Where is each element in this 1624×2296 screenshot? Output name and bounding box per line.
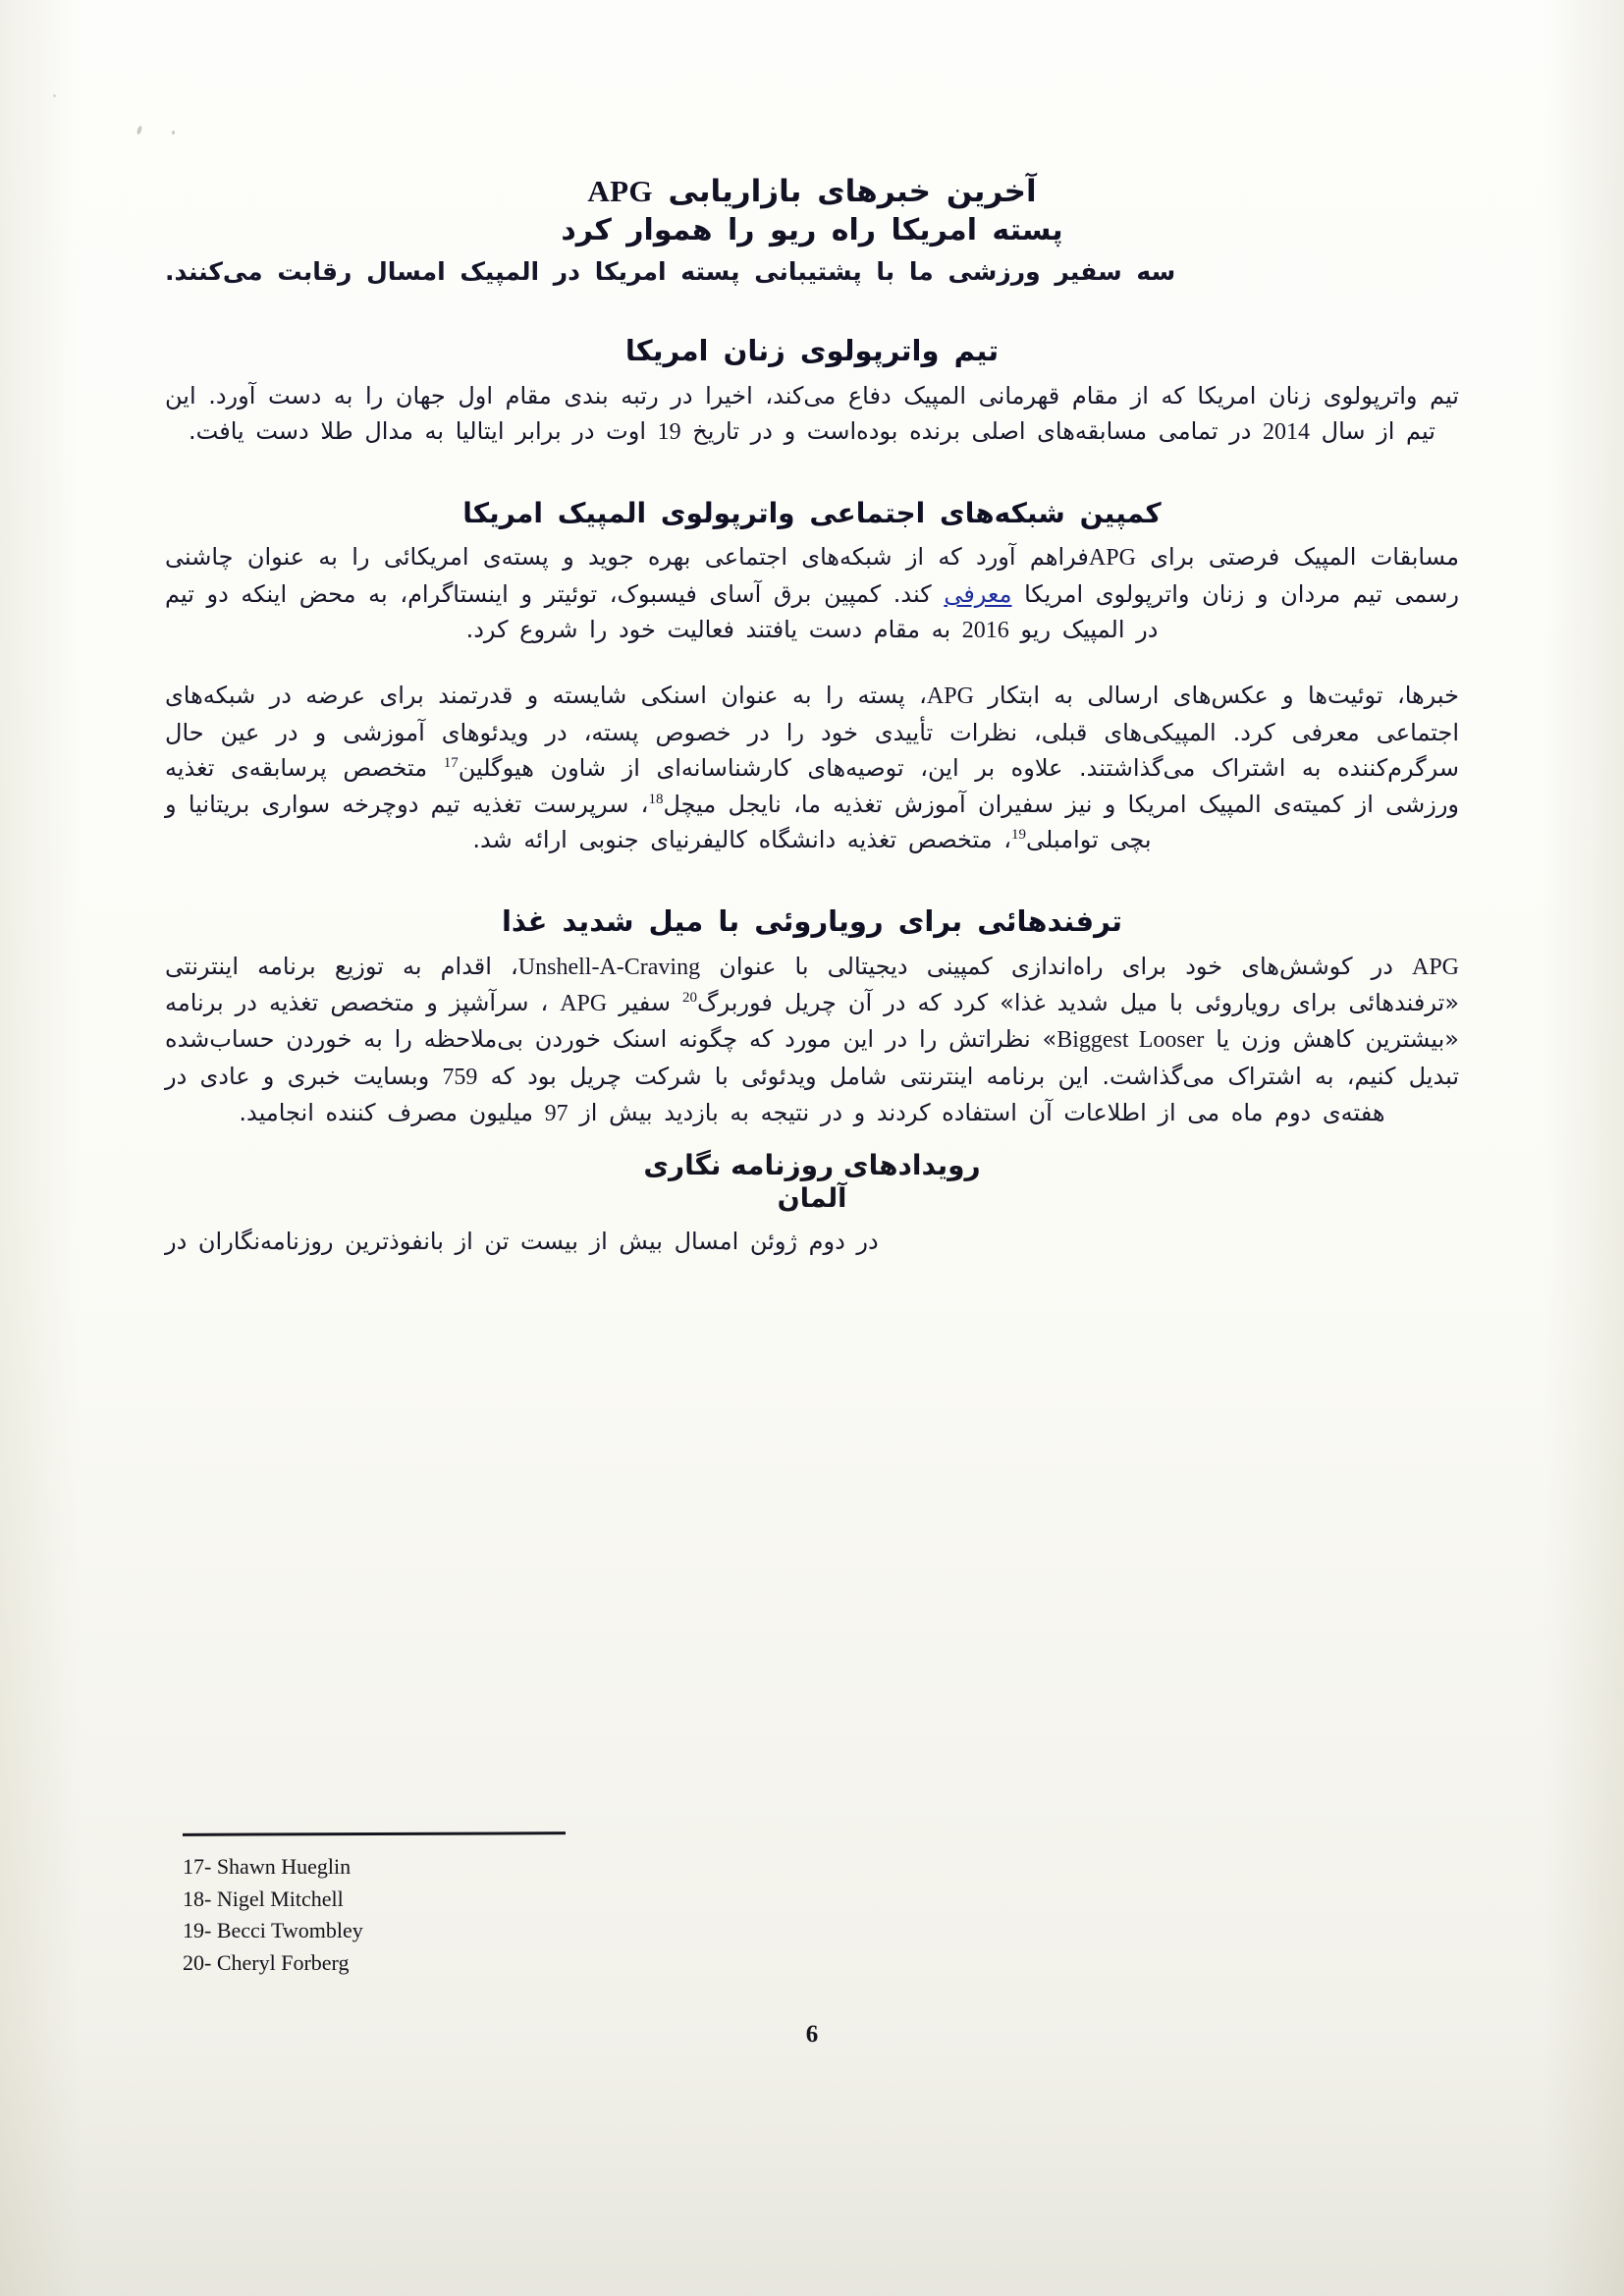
page-content — [165, 172, 1459, 1259]
footnote-item: 17- Shawn Hueglin — [183, 1854, 352, 1879]
section-heading-cravings: ترفندهائی برای رویاروئی با میل شدید غذا — [501, 903, 1123, 938]
para-text: در تمامی مسابقه‌های اصلی برنده بوده‌است و در تاریخ — [680, 417, 1264, 446]
title-text: آخرین خبرهای بازاریابی — [652, 174, 1037, 209]
footnote-separator-rule — [183, 1831, 566, 1836]
apg-mention: APG — [1088, 545, 1136, 572]
footnote-item: 20- Cheryl Forberg — [183, 1949, 350, 1975]
paragraph-social-campaign — [165, 539, 1459, 648]
page-title — [165, 172, 1459, 249]
show-name-biggest-looser: Biggest Looser — [1056, 1027, 1205, 1054]
footnote-ref-17[interactable]: 17 — [443, 755, 459, 772]
para-text: کند. کمپین برق آسای فیسبوک، توئیتر و اینستاگرام، به محض اینکه دو تیم در المپیک ریو — [165, 579, 1159, 644]
para-text: تیم واترپولوی زنان امریکا که از مقام قهرمانی المپیک دفاع می‌کند، اخیرا در رتبه بندی مقام اول جهان را به دست آورد. این تیم از سال — [165, 381, 1459, 446]
views-count: 97 — [544, 1101, 568, 1127]
footnotes-block — [183, 1832, 870, 1979]
para-text: متخصص پرسابقه‌ی تغذیه ورزشی از کمیته‌ی المپیک امریکا و نیز سفیران آموزش تغذیه ما، نایجل میچل — [165, 754, 1460, 818]
scan-speck — [172, 131, 175, 135]
page-number: 6 — [805, 2021, 819, 2048]
para-text: سفیر — [607, 988, 683, 1016]
section-heading-waterpolo-team: تیم واترپولوی زنان امریکا — [624, 334, 1000, 368]
journalism-heading-text: رویدادهای روزنامه نگاری — [643, 1148, 981, 1181]
inline-link-moarrefi[interactable]: معرفی — [944, 579, 1012, 608]
footnote-item: 18- Nigel Mitchell — [183, 1886, 344, 1911]
para-text: » نظراتش را در این مورد که چگونه اسنک خوردن بی‌ملاحظه را به خوردن حساب‌شده تبدیل کنیم، به اشتراک می‌گذاشت. این برنامه اینترنتی شامل ویدئوئی با شرکت چریل بود که — [165, 1025, 1459, 1090]
para-text: به مقام دست یافتند فعالیت خود را شروع کرد. — [465, 616, 962, 644]
journalism-country-label: آلمان — [777, 1182, 847, 1214]
para-text: ، سرآشپز و متخصص تغذیه در برنامه «بیشترین کاهش وزن یا — [165, 988, 1459, 1054]
para-text: ، اقدام به توزیع برنامه اینترنتی «ترفندهائی برای رویاروئی با میل شدید غذا» کرد که در آن چریل فوربرگ — [165, 952, 1459, 1016]
apg-mention: APG — [926, 683, 974, 710]
scan-speck — [53, 94, 56, 97]
paragraph-tweets-and-experts — [165, 678, 1459, 857]
apg-mention: APG — [1411, 954, 1459, 980]
year-2016: 2016 — [961, 618, 1009, 644]
websites-count: 759 — [442, 1064, 478, 1090]
paragraph-journalism: در دوم ژوئن امسال بیش از بیست تن از بانفوذترین روزنامه‌نگاران در — [165, 1227, 879, 1255]
apg-mention: APG — [560, 990, 608, 1016]
section-heading-journalism — [165, 1148, 1459, 1216]
paragraph-waterpolo-team — [165, 378, 1459, 451]
title-subline: پسته امریکا راه ریو را هموار کرد — [561, 212, 1063, 247]
para-text: فراهم آورد که از شبکه‌های اجتماعی بهره جوید و پسته‌ی امریکائی را به عنوان چاشنی رسمی تیم مردان و زنان واترپولوی امریکا — [165, 543, 1459, 608]
para-text: اوت در برابر ایتالیا به مدال طلا دست یافت. — [189, 417, 658, 446]
para-text: مسابقات المپیک فرصتی برای — [1135, 543, 1460, 572]
footnote-ref-18[interactable]: 18 — [648, 791, 664, 807]
title-latin-apg: APG — [587, 174, 653, 208]
footnote-ref-20[interactable]: 20 — [682, 989, 698, 1006]
footnote-item: 19- Becci Twombley — [183, 1918, 363, 1943]
para-text: ، پسته را به عنوان اسنکی شایسته و قدرتمند برای عرضه در شبکه‌های اجتماعی معرفی کرد. المپیکی‌های قبلی، نظرات تأییدی خود را در خصوص پسته، در ویدئوهای آموزشی و در عین حال سرگرم‌کننده به اشتراک می‌گذاشتند. علاوه بر این، توصیه‌های کارشناسانه‌ای از شاون هیوگلین — [165, 682, 1459, 783]
scan-speck — [136, 126, 143, 136]
para-text: وبسایت خبری و عادی در هفته‌ی دوم ماه می از اطلاعات آن استفاده کردند و در نتیجه به بازدید بیش از — [165, 1062, 1385, 1127]
paragraph-cravings-campaign — [165, 949, 1459, 1132]
section-heading-social-campaign: کمپین شبکه‌های اجتماعی واترپولوی المپیک امریکا — [462, 496, 1162, 529]
year-2014: 2014 — [1263, 419, 1311, 446]
para-text: ، متخصص تغذیه دانشگاه کالیفرنیای جنوبی ارائه شد. — [472, 826, 1011, 854]
lede-paragraph: سه سفیر ورزشی ما با پشتیبانی پسته امریکا در المپیک امسال رقابت می‌کنند. — [165, 257, 1176, 287]
footnote-ref-19[interactable]: 19 — [1011, 827, 1026, 844]
para-text: در کوشش‌های خود برای راه‌اندازی کمپینی دیجیتالی با عنوان — [700, 952, 1412, 980]
para-text: میلیون مصرف کننده انجامید. — [239, 1099, 545, 1127]
campaign-name-unshell-a-craving: Unshell-A-Craving — [517, 954, 701, 980]
para-text: ، سرپرست تغذیه تیم دوچرخه سواری بریتانیا و بچی توامبلی — [165, 790, 1152, 854]
para-text: خبرها، توئیت‌ها و عکس‌های ارسالی به ابتکار — [973, 682, 1459, 710]
date-19: 19 — [657, 419, 681, 446]
